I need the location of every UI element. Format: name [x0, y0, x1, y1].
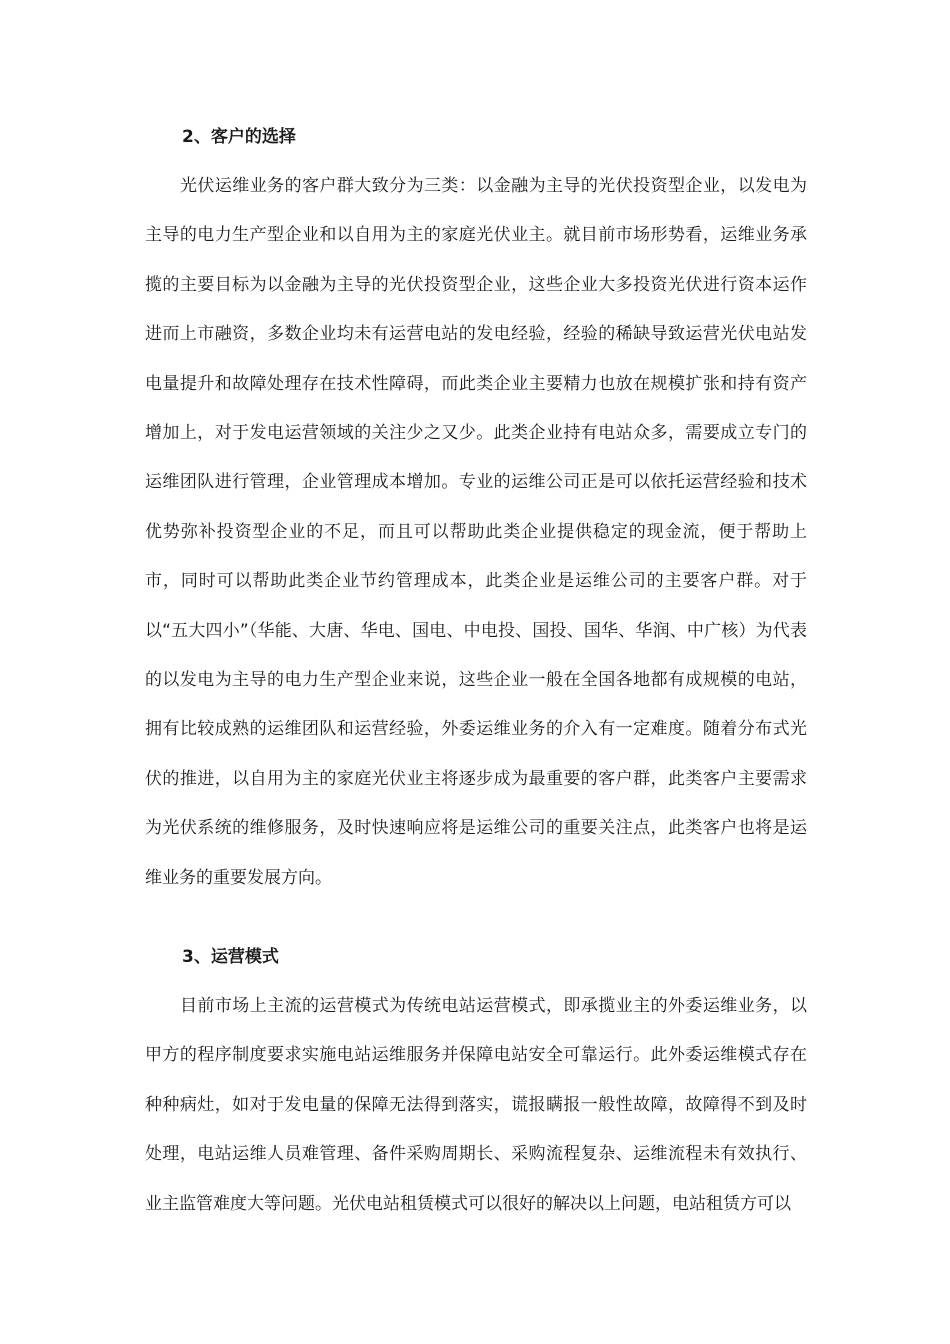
section-paragraph-operating-model: 目前市场上主流的运营模式为传统电站运营模式，即承揽业主的外委运维业务，以甲方的程序制度要求实施电站运维服务并保障电站安全可靠运行。此外委运维模式存在种种病灶，如对于发电量的保障无法得到落实，谎报瞒报一般性故障，故障得不到及时处理，电站运维人员难管理、备件采购周期长、采购流程复杂、运维流程未有效执行、业主监管难度大等问题。光伏电站租赁模式可以很好的解决以上问题，电站租赁方可以 [145, 996, 807, 1214]
section-heading-operating-model: 3、运营模式 [182, 947, 279, 967]
section-heading-customer-selection: 2、客户的选择 [182, 127, 296, 147]
section-paragraph-customer-selection: 光伏运维业务的客户群大致分为三类：以金融为主导的光伏投资型企业，以发电为主导的电力生产型企业和以自用为主的家庭光伏业主。就目前市场形势看，运维业务承揽的主要目标为以金融为主导的光伏投资型企业，这些企业大多投资光伏进行资本运作进而上市融资，多数企业均未有运营电站的发电经验，经验的稀缺导致运营光伏电站发电量提升和故障处理存在技术性障碍，而此类企业主要精力也放在规模扩张和持有资产增加上，对于发电运营领域的关注少之又少。此类企业持有电站众多，需要成立专门的运维团队进行管理，企业管理成本增加。专业的运维公司正是可以依托运营经验和技术优势弥补投资型企业的不足，而且可以帮助此类企业提供稳定的现金流，便于帮助上市，同时可以帮助此类企业节约管理成本，此类企业是运维公司的主要客户群。对于以“五大四小”（华能、大唐、华电、国电、中电投、国投、国华、华润、中广核）为代表的以发电为主导的电力生产型企业来说，这些企业一般在全国各地都有成规模的电站，拥有比较成熟的运维团队和运营经验，外委运维业务的介入有一定难度。随着分布式光伏的推进，以自用为主的家庭光伏业主将逐步成为最重要的客户群，此类客户主要需求为光伏系统的维修服务，及时快速响应将是运维公司的重要关注点，此类客户也将是运维业务的重要发展方向。 [145, 176, 807, 888]
